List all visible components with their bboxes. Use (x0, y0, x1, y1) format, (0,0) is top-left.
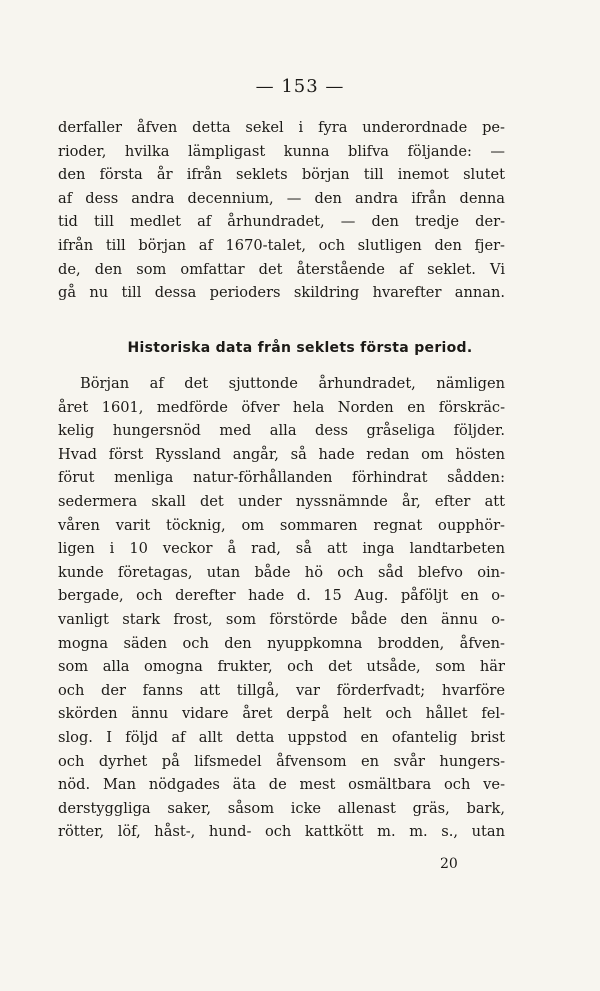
text-line: gå nu till dessa perioders skildring hvarefter annan. (58, 284, 505, 302)
text-line: derfaller åfven detta sekel i fyra underordnade pe- (58, 119, 505, 136)
text-line: mogna säden och den nyuppkomna brodden, åfven- (58, 634, 505, 652)
text-line: förut menliga natur-förhållanden förhindrat sådden: (58, 469, 505, 487)
text-line: Hvad först Ryssland angår, så hade redan om hösten (58, 445, 505, 463)
text-line: de, den som omfattar det återstående af seklet. Vi (58, 260, 505, 278)
text-line: af dess andra decennium, — den andra ifrån denna (58, 189, 505, 207)
text-line: sedermera skall det under nyssnämnde år, efter att (58, 492, 505, 510)
intro-paragraph (58, 116, 505, 305)
text-line: ligen i 10 veckor å rad, så att inga landtarbeten (58, 540, 505, 558)
text-line: ifrån till början af 1670-talet, och slutligen den fjer- (58, 236, 505, 254)
text-line: våren varit töcknig, om sommaren regnat oupphör- (58, 516, 505, 534)
text-line: vanligt stark frost, som förstörde både den ännu o- (58, 610, 505, 628)
text-line: som alla omogna frukter, och det utsåde, som här (58, 658, 505, 676)
text-line: skörden ännu vidare året derpå helt och hållet fel- (58, 705, 505, 723)
text-line: och der fanns att tillgå, var förderfvadt; hvarföre (58, 681, 505, 699)
text-line: kunde företagas, utan både hö och såd blefvo oin- (58, 563, 505, 581)
text-line: året 1601, medförde öfver hela Norden en förskräc- (58, 398, 505, 416)
text-line: derstyggliga saker, såsom icke allenast gräs, bark, (58, 799, 505, 817)
text-line: kelig hungersnöd med alla dess gråseliga följder. (58, 422, 505, 440)
text-line: Början af det sjuttonde århundradet, nämligen (80, 375, 505, 392)
signature-mark: 20 (440, 856, 458, 872)
text-line: bergade, och derefter hade d. 15 Aug. påföljt en o- (58, 587, 505, 605)
body-paragraph (58, 372, 505, 844)
page-number: — 153 — (255, 76, 345, 97)
text-line: tid till medlet af århundradet, — den tredje der- (58, 213, 505, 231)
text-line: nöd. Man nödgades äta de mest osmältbara och ve- (58, 776, 505, 794)
text-line: den första år ifrån seklets början till inemot slutet (58, 166, 505, 184)
text-line: rioder, hvilka lämpligast kunna blifva följande: — (58, 142, 505, 160)
text-line: rötter, löf, håst-, hund- och kattkött m. m. s., utan (58, 823, 505, 841)
text-line: och dyrhet på lifsmedel åfvensom en svår hungers- (58, 752, 505, 770)
text-line: slog. I följd af allt detta uppstod en ofantelig brist (58, 728, 505, 746)
section-heading: Historiska data från seklets första period. (127, 340, 473, 356)
